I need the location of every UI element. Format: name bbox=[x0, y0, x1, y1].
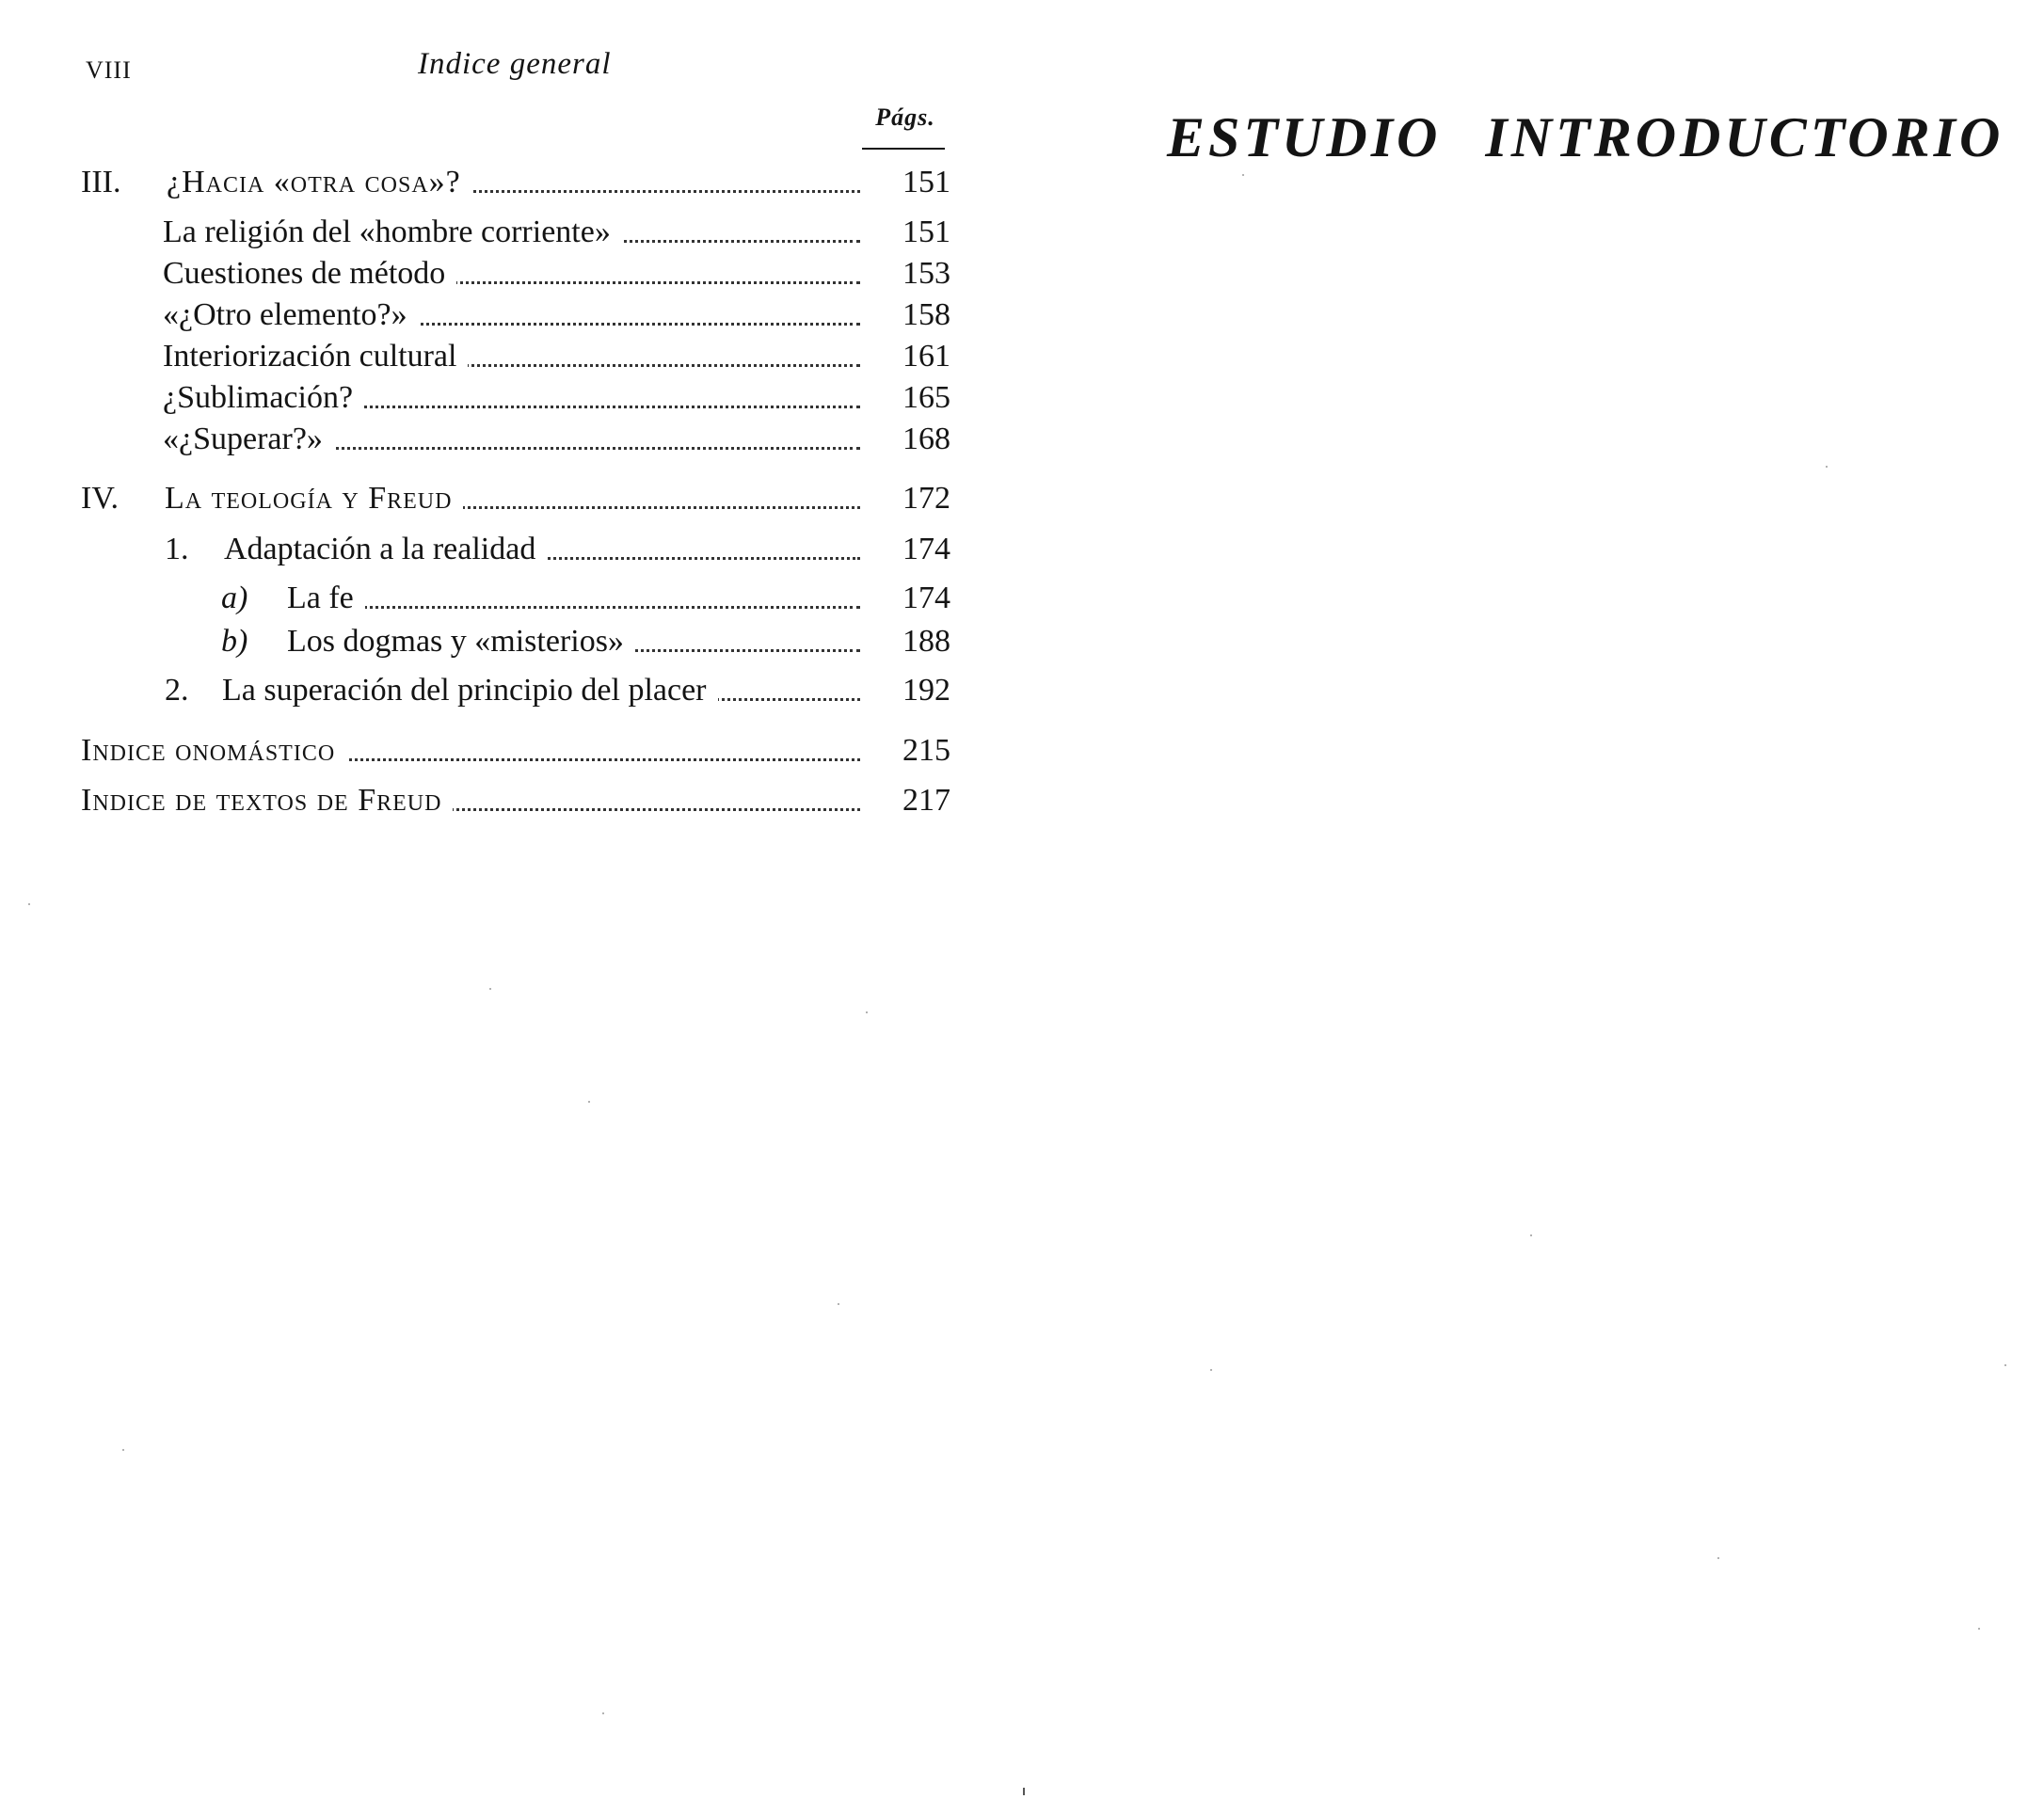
toc-entry-page: 151 bbox=[902, 165, 950, 199]
scan-speck bbox=[28, 903, 30, 905]
toc-entry-page: 217 bbox=[902, 783, 950, 818]
scan-speck bbox=[1717, 1557, 1719, 1559]
toc-entry-page: 151 bbox=[902, 215, 950, 249]
toc-entry-page: 215 bbox=[902, 733, 950, 768]
scan-speck bbox=[588, 1101, 590, 1103]
scan-speck bbox=[602, 1712, 604, 1714]
toc-entry-title: ¿Hacia «otra cosa»? bbox=[167, 162, 472, 203]
scan-speck bbox=[1826, 466, 1828, 468]
toc-entry[interactable] bbox=[0, 212, 950, 253]
scan-speck bbox=[1978, 1628, 1980, 1630]
toc-entry-title: Indice de textos de Freud bbox=[81, 780, 453, 821]
toc-entry-page: 168 bbox=[902, 422, 950, 456]
toc-entry-title: Interiorización cultural bbox=[163, 336, 468, 377]
scan-speck bbox=[1242, 174, 1244, 176]
toc-entry[interactable] bbox=[0, 578, 950, 619]
toc-entry-number: IV. bbox=[81, 481, 119, 516]
toc-entry-number: III. bbox=[81, 165, 121, 199]
toc-entry-section-iii[interactable] bbox=[0, 162, 950, 203]
toc-entry-index-textos[interactable] bbox=[0, 780, 950, 821]
scan-speck bbox=[838, 1303, 839, 1305]
toc-entry[interactable] bbox=[0, 621, 950, 662]
scan-speck bbox=[122, 1449, 124, 1451]
toc-entry-title: Indice onomástico bbox=[81, 730, 346, 772]
scan-speck bbox=[866, 1011, 868, 1013]
toc-entry-title: La fe bbox=[287, 578, 365, 619]
scan-speck bbox=[1210, 1369, 1212, 1371]
toc-entry-title: ¿Sublimación? bbox=[163, 377, 364, 419]
toc-entry-page: 188 bbox=[902, 624, 950, 659]
toc-entry[interactable] bbox=[0, 529, 950, 570]
scan-speck bbox=[489, 988, 491, 990]
toc-entry-title: Cuestiones de método bbox=[163, 253, 456, 295]
toc-entry[interactable] bbox=[0, 253, 950, 295]
toc-entry-title: La teología y Freud bbox=[165, 478, 463, 519]
toc-entry-title: «¿Otro elemento?» bbox=[163, 295, 419, 336]
toc-entry-page: 165 bbox=[902, 380, 950, 415]
right-page bbox=[1026, 0, 2044, 1799]
toc-entry[interactable] bbox=[0, 419, 950, 460]
toc-entry-section-iv[interactable] bbox=[0, 478, 950, 519]
pages-column-label: Págs. bbox=[875, 103, 935, 131]
toc-entry-number: b) bbox=[221, 624, 248, 659]
toc-entry-number: 1. bbox=[165, 532, 189, 566]
scan-speck bbox=[1530, 1234, 1532, 1236]
toc-entry-page: 172 bbox=[902, 481, 950, 516]
scan-speck bbox=[2004, 1364, 2006, 1366]
toc-entry-title: «¿Superar?» bbox=[163, 419, 334, 460]
toc-entry-index-onomastico[interactable] bbox=[0, 730, 950, 772]
toc-entry-title: Los dogmas y «misterios» bbox=[287, 621, 635, 662]
toc-dot-leader bbox=[290, 606, 860, 609]
toc-entry[interactable] bbox=[0, 295, 950, 336]
toc-entry-page: 161 bbox=[902, 339, 950, 374]
gutter-mark bbox=[1023, 1788, 1025, 1795]
toc-entry-page: 192 bbox=[902, 673, 950, 708]
toc-entry-number: 2. bbox=[165, 673, 189, 708]
toc-entry-title: La superación del principio del placer bbox=[222, 670, 718, 711]
pages-column-rule bbox=[862, 148, 945, 150]
toc-entry-page: 158 bbox=[902, 297, 950, 332]
running-title: Indice general bbox=[418, 47, 612, 81]
toc-entry-page: 153 bbox=[902, 256, 950, 291]
chapter-heading: ESTUDIO INTRODUCTORIO bbox=[1167, 106, 2004, 168]
toc-entry-page: 174 bbox=[902, 532, 950, 566]
page-folio: VIII bbox=[86, 56, 132, 84]
toc-entry-page: 174 bbox=[902, 581, 950, 615]
toc-entry-number: a) bbox=[221, 581, 248, 615]
toc-entry[interactable] bbox=[0, 336, 950, 377]
toc-entry[interactable] bbox=[0, 670, 950, 711]
toc-entry-title: Adaptación a la realidad bbox=[224, 529, 547, 570]
toc-entry[interactable] bbox=[0, 377, 950, 419]
toc-entry-title: La religión del «hombre corriente» bbox=[163, 212, 622, 253]
